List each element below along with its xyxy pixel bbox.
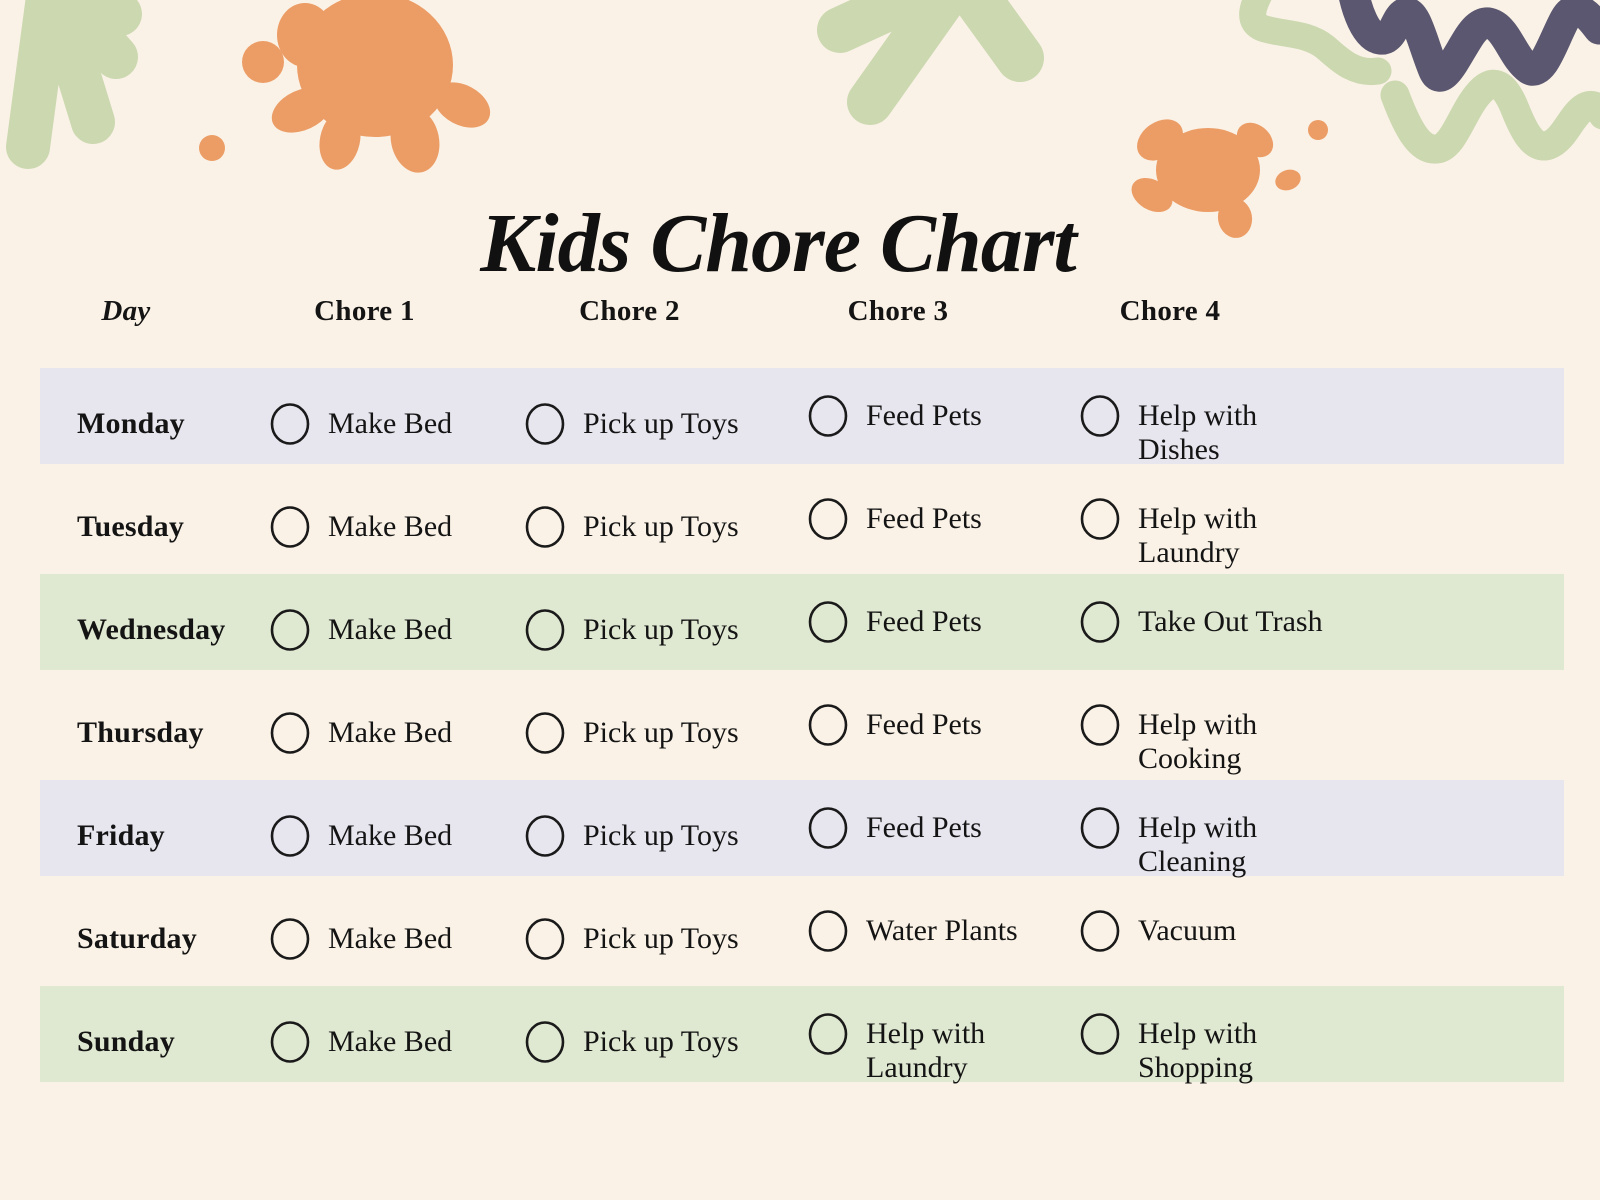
checkbox-circle-icon (525, 403, 565, 445)
chore-cell (782, 986, 1054, 1085)
chore-label: Help with Laundry (1138, 502, 1258, 569)
chore-cell (252, 986, 517, 1085)
chore-checkbox[interactable] (525, 403, 565, 445)
column-header-chore-1: Chore 1 (314, 295, 415, 327)
table-row-monday (40, 368, 1564, 464)
chore-cell (1054, 883, 1564, 979)
chore-checkbox[interactable] (1080, 601, 1120, 643)
chore-checkbox[interactable] (808, 807, 848, 849)
chore-label: Pick up Toys (583, 922, 739, 955)
chore-cell (782, 883, 1054, 979)
chore-checkbox[interactable] (808, 601, 848, 643)
page-title: Kids Chore Chart (480, 197, 1076, 291)
chore-checkbox[interactable] (270, 815, 310, 857)
checkbox-circle-icon (270, 918, 310, 960)
chore-checkbox[interactable] (1080, 704, 1120, 746)
chore-cell (782, 677, 1054, 776)
chore-checkbox[interactable] (270, 918, 310, 960)
leaf-icon (815, 0, 1040, 120)
chore-label: Feed Pets (866, 708, 982, 741)
checkbox-circle-icon (270, 403, 310, 445)
checkbox-circle-icon (808, 498, 848, 540)
chore-cell (1054, 368, 1564, 467)
checkbox-circle-icon (808, 601, 848, 643)
table-row-saturday (40, 883, 1564, 979)
chore-cell (517, 574, 782, 670)
table-row-tuesday (40, 471, 1564, 567)
chore-checkbox[interactable] (270, 1021, 310, 1063)
chore-cell (252, 471, 517, 570)
chore-label: Make Bed (328, 922, 453, 955)
checkbox-circle-icon (1080, 498, 1120, 540)
chore-cell (1054, 677, 1564, 776)
chore-label: Vacuum (1138, 914, 1237, 947)
checkbox-circle-icon (808, 910, 848, 952)
chore-label: Help with Shopping (1138, 1017, 1258, 1084)
chore-cell (782, 574, 1054, 670)
squiggle-green-lower-right (1395, 84, 1600, 149)
chore-label: Help with Dishes (1138, 399, 1258, 466)
chore-checkbox[interactable] (525, 918, 565, 960)
checkbox-circle-icon (808, 807, 848, 849)
chore-label: Feed Pets (866, 811, 982, 844)
chore-checkbox[interactable] (525, 1021, 565, 1063)
chore-cell (782, 780, 1054, 879)
chore-label: Make Bed (328, 716, 453, 749)
chore-checkbox[interactable] (270, 506, 310, 548)
chore-cell (1054, 574, 1564, 670)
chore-label: Feed Pets (866, 399, 982, 432)
checkbox-circle-icon (808, 704, 848, 746)
table-header-row (40, 287, 1564, 335)
day-label: Friday (77, 819, 165, 852)
checkbox-circle-icon (270, 712, 310, 754)
checkbox-circle-icon (1080, 1013, 1120, 1055)
chore-cell (252, 368, 517, 467)
chore-cell (517, 471, 782, 570)
checkbox-circle-icon (270, 609, 310, 651)
day-label: Monday (77, 407, 185, 440)
checkbox-circle-icon (808, 1013, 848, 1055)
chore-cell (1054, 471, 1564, 570)
chore-cell (252, 677, 517, 776)
checkbox-circle-icon (1080, 807, 1120, 849)
chore-cell (517, 986, 782, 1085)
checkbox-circle-icon (525, 815, 565, 857)
checkbox-circle-icon (1080, 601, 1120, 643)
squiggle-green-top-right (1253, 0, 1378, 72)
checkbox-circle-icon (1080, 910, 1120, 952)
chore-cell (782, 471, 1054, 570)
chore-label: Help with Cleaning (1138, 811, 1258, 878)
checkbox-circle-icon (808, 395, 848, 437)
day-label: Thursday (77, 716, 204, 749)
leaf-top-left-decoration (0, 0, 218, 202)
checkbox-circle-icon (525, 918, 565, 960)
chore-checkbox[interactable] (525, 506, 565, 548)
chore-label: Help with Cooking (1138, 708, 1258, 775)
chore-cell (1054, 780, 1564, 879)
checkbox-circle-icon (525, 506, 565, 548)
chore-label: Make Bed (328, 613, 453, 646)
checkbox-circle-icon (525, 609, 565, 651)
chore-label: Pick up Toys (583, 716, 739, 749)
chore-label: Make Bed (328, 510, 453, 543)
checkbox-circle-icon (270, 506, 310, 548)
leaf-top-middle-decoration (815, 0, 1040, 120)
checkbox-circle-icon (270, 815, 310, 857)
chore-checkbox[interactable] (1080, 1013, 1120, 1055)
checkbox-circle-icon (1080, 704, 1120, 746)
chore-checkbox[interactable] (808, 704, 848, 746)
chore-cell (517, 883, 782, 979)
chore-label: Make Bed (328, 1025, 453, 1058)
day-label: Wednesday (77, 613, 226, 646)
chore-label: Pick up Toys (583, 407, 739, 440)
table-row-friday (40, 780, 1564, 876)
chore-checkbox[interactable] (525, 712, 565, 754)
chore-checkbox[interactable] (270, 712, 310, 754)
chore-cell (252, 883, 517, 979)
checkbox-circle-icon (1080, 395, 1120, 437)
day-label: Sunday (77, 1025, 175, 1058)
column-header-chore-4: Chore 4 (1119, 295, 1221, 327)
chore-label: Make Bed (328, 407, 453, 440)
chore-checkbox[interactable] (808, 1013, 848, 1055)
table-row-sunday (40, 986, 1564, 1082)
chore-checkbox[interactable] (270, 403, 310, 445)
chore-checkbox[interactable] (1080, 910, 1120, 952)
chore-cell (517, 677, 782, 776)
chore-checkbox[interactable] (525, 815, 565, 857)
chart-rows (40, 368, 1564, 1089)
squiggles-top-right-decoration (1235, 0, 1600, 185)
chore-label: Feed Pets (866, 502, 982, 535)
chore-cell (252, 574, 517, 670)
squiggle-purple-top-right (1352, 0, 1599, 76)
checkbox-circle-icon (525, 712, 565, 754)
column-header-chore-3: Chore 3 (847, 295, 949, 327)
checkbox-circle-icon (270, 1021, 310, 1063)
chore-label: Pick up Toys (583, 1025, 739, 1058)
chore-cell (1054, 986, 1564, 1085)
chore-label: Feed Pets (866, 605, 982, 638)
chore-label: Help with Laundry (866, 1017, 986, 1084)
table-row-wednesday (40, 574, 1564, 670)
squiggle-icon (1235, 0, 1600, 185)
column-header-day: Day (101, 295, 151, 327)
day-label: Tuesday (77, 510, 185, 543)
chore-cell (252, 780, 517, 879)
chore-checkbox[interactable] (525, 609, 565, 651)
chore-checkbox[interactable] (808, 395, 848, 437)
chore-cell (517, 368, 782, 467)
chore-label: Pick up Toys (583, 819, 739, 852)
table-row-thursday (40, 677, 1564, 773)
day-label: Saturday (77, 922, 197, 955)
chore-checkbox[interactable] (1080, 807, 1120, 849)
chore-label: Take Out Trash (1138, 605, 1323, 638)
chore-label: Water Plants (866, 914, 1018, 947)
chore-label: Pick up Toys (583, 510, 739, 543)
chore-label: Pick up Toys (583, 613, 739, 646)
chore-checkbox[interactable] (1080, 498, 1120, 540)
chore-checkbox[interactable] (1080, 395, 1120, 437)
paint-splat-top-decoration (190, 0, 510, 200)
chore-cell (517, 780, 782, 879)
chore-cell (782, 368, 1054, 467)
chore-checkbox[interactable] (808, 910, 848, 952)
chore-checkbox[interactable] (270, 609, 310, 651)
chore-label: Make Bed (328, 819, 453, 852)
column-header-chore-2: Chore 2 (579, 295, 680, 327)
paint-splat-icon (190, 0, 510, 200)
checkbox-circle-icon (525, 1021, 565, 1063)
chore-checkbox[interactable] (808, 498, 848, 540)
leaf-icon (0, 0, 218, 202)
